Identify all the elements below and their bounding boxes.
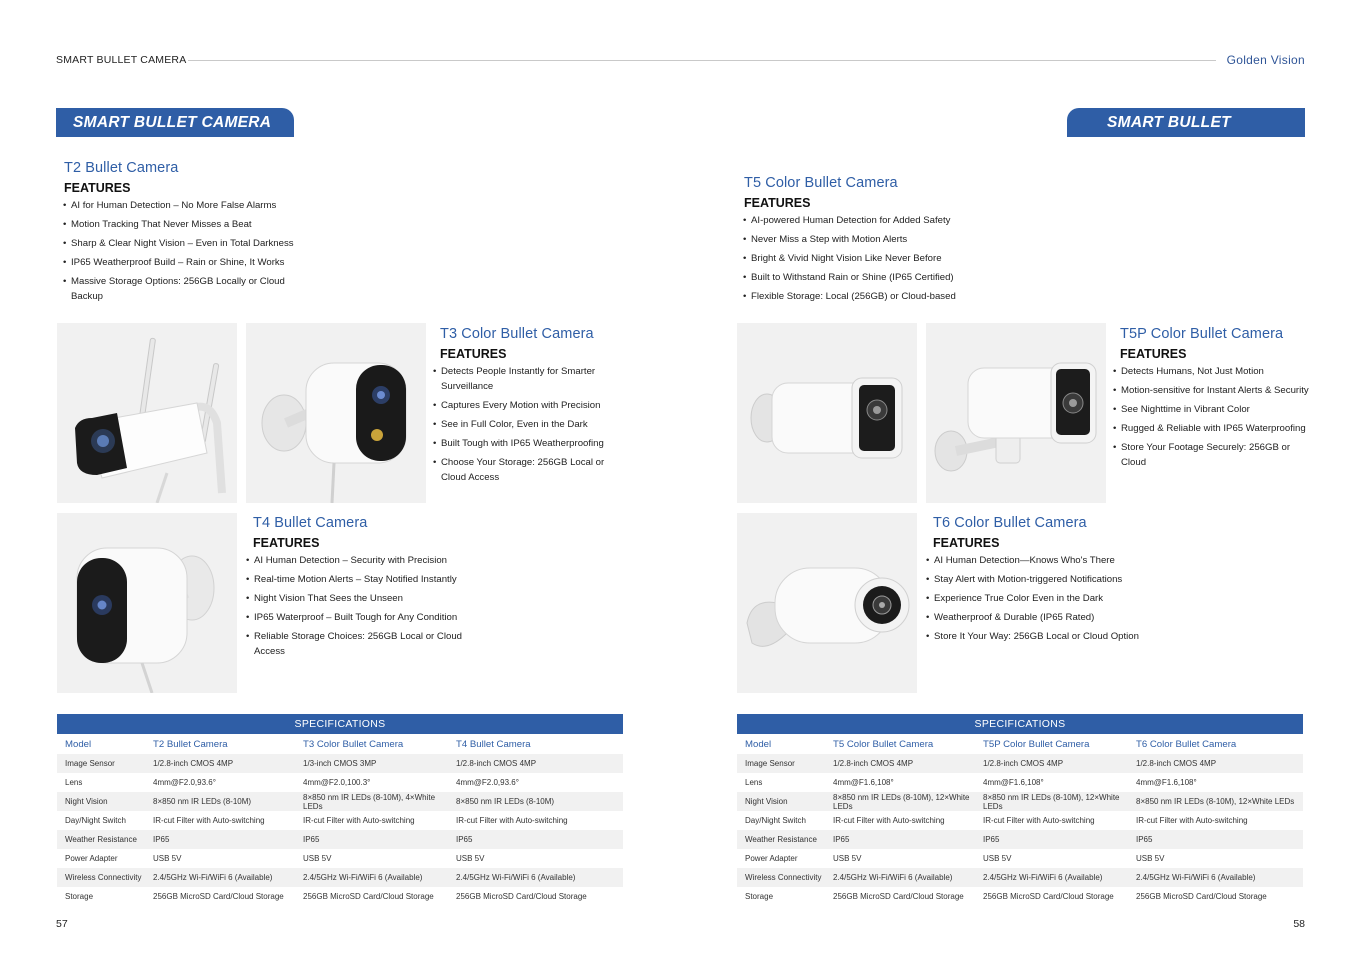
spec-value: 1/2.8-inch CMOS 4MP (825, 754, 975, 773)
spec-row (57, 754, 623, 773)
spec-label: Power Adapter (57, 849, 145, 868)
feature-item: • Built to Withstand Rain or Shine (IP65 Certified) (744, 270, 984, 285)
product-t4 (247, 515, 487, 663)
feature-item: • AI Human Detection—Knows Who's There (927, 553, 1167, 568)
product-title: T5 Color Bullet Camera (744, 175, 898, 191)
spec-value: 4mm@F2.0,100.3° (295, 773, 448, 792)
spec-value: IP65 (1128, 830, 1303, 849)
spec-label: Night Vision (737, 792, 825, 811)
header-divider (188, 60, 1216, 61)
feature-item: • Night Vision That Sees the Unseen (247, 591, 487, 606)
feature-item: • Store It Your Way: 256GB Local or Cloud Option (927, 629, 1167, 644)
spec-label: Day/Night Switch (57, 811, 145, 830)
spec-label: Weather Resistance (57, 830, 145, 849)
spec-value: 4mm@F1.6,108° (975, 773, 1128, 792)
spec-value: USB 5V (295, 849, 448, 868)
section-banner-right: SMART BULLET CAMERA (1067, 108, 1305, 137)
feature-item: • Real-time Motion Alerts – Stay Notified Instantly (247, 572, 487, 587)
t2-camera-image (57, 323, 237, 503)
feature-item: • IP65 Waterproof – Built Tough for Any Condition (247, 610, 487, 625)
product-t5 (744, 175, 984, 308)
feature-item: • Captures Every Motion with Precision (434, 398, 624, 413)
spec-label: Lens (737, 773, 825, 792)
spec-label: Weather Resistance (737, 830, 825, 849)
spec-value: IR-cut Filter with Auto-switching (145, 811, 295, 830)
spec-value: USB 5V (975, 849, 1128, 868)
feature-item: • AI-powered Human Detection for Added Safety (744, 213, 984, 228)
spec-row (737, 773, 1303, 792)
spec-row (737, 849, 1303, 868)
feature-list (744, 213, 984, 304)
feature-item: • Store Your Footage Securely: 256GB or Cloud (1114, 440, 1309, 470)
spec-column-header: T5 Color Bullet Camera (825, 734, 975, 754)
spec-value: 4mm@F1.6,108° (1128, 773, 1303, 792)
spec-value: 2.4/5GHz Wi-Fi/WiFi 6 (Available) (1128, 868, 1303, 887)
feature-item: • Detects People Instantly for Smarter Surveillance (434, 364, 624, 394)
spec-value: 2.4/5GHz Wi-Fi/WiFi 6 (Available) (975, 868, 1128, 887)
spec-value: IR-cut Filter with Auto-switching (448, 811, 623, 830)
spec-row (57, 849, 623, 868)
feature-item: • Sharp & Clear Night Vision – Even in Total Darkness (64, 236, 304, 251)
spec-value: 2.4/5GHz Wi-Fi/WiFi 6 (Available) (448, 868, 623, 887)
spec-value: IP65 (975, 830, 1128, 849)
spec-value: IR-cut Filter with Auto-switching (825, 811, 975, 830)
spec-column-header: Model (57, 734, 145, 754)
spec-value: 2.4/5GHz Wi-Fi/WiFi 6 (Available) (825, 868, 975, 887)
spec-value: 4mm@F2.0,93.6° (145, 773, 295, 792)
feature-list (247, 553, 487, 659)
spec-column-header: T2 Bullet Camera (145, 734, 295, 754)
spec-value: 1/3-inch CMOS 3MP (295, 754, 448, 773)
spec-value: 1/2.8-inch CMOS 4MP (448, 754, 623, 773)
feature-item: • Motion Tracking That Never Misses a Beat (64, 217, 304, 232)
spec-value: 8×850 nm IR LEDs (8-10M), 12×White LEDs (1128, 792, 1303, 811)
round-lens-bullet-camera-icon (737, 513, 917, 693)
spec-label: Wireless Connectivity (57, 868, 145, 887)
spec-value: USB 5V (825, 849, 975, 868)
spec-grid (737, 734, 1303, 906)
spec-label: Power Adapter (737, 849, 825, 868)
feature-item: • Detects Humans, Not Just Motion (1114, 364, 1309, 379)
spec-value: 1/2.8-inch CMOS 4MP (1128, 754, 1303, 773)
spec-value: IR-cut Filter with Auto-switching (1128, 811, 1303, 830)
spec-row (57, 811, 623, 830)
spec-value: IP65 (825, 830, 975, 849)
bullet-camera-with-antennas-icon (57, 323, 237, 503)
spec-label: Storage (57, 887, 145, 906)
spec-value: 8×850 nm IR LEDs (8-10M), 12×White LEDs (825, 792, 975, 811)
spec-value: 256GB MicroSD Card/Cloud Storage (145, 887, 295, 906)
spec-value: USB 5V (145, 849, 295, 868)
spec-value: IR-cut Filter with Auto-switching (975, 811, 1128, 830)
spec-column-header: T6 Color Bullet Camera (1128, 734, 1303, 754)
spec-column-header: T5P Color Bullet Camera (975, 734, 1128, 754)
feature-list (64, 198, 304, 304)
product-t6 (927, 515, 1167, 648)
spec-value: IP65 (145, 830, 295, 849)
spec-value: USB 5V (1128, 849, 1303, 868)
feature-item: • See Nighttime in Vibrant Color (1114, 402, 1309, 417)
spec-value: 8×850 nm IR LEDs (8-10M) (145, 792, 295, 811)
feature-item: • AI for Human Detection – No More False Alarms (64, 198, 304, 213)
feature-list (1114, 364, 1309, 470)
page-number-right: 58 (1293, 918, 1305, 930)
spec-value: 4mm@F2.0,93.6° (448, 773, 623, 792)
spec-value: IP65 (448, 830, 623, 849)
features-heading: FEATURES (744, 196, 811, 210)
spec-value: 1/2.8-inch CMOS 4MP (975, 754, 1128, 773)
product-title: T2 Bullet Camera (64, 160, 179, 176)
spec-column-header: Model (737, 734, 825, 754)
spec-label: Night Vision (57, 792, 145, 811)
wall-mount-camera-icon (57, 513, 237, 693)
t3-camera-image (246, 323, 426, 503)
spec-column-header: T3 Color Bullet Camera (295, 734, 448, 754)
feature-item: • Rugged & Reliable with IP65 Waterproofing (1114, 421, 1309, 436)
product-t3 (434, 326, 624, 489)
color-bullet-camera-icon (737, 323, 917, 503)
spec-row (57, 773, 623, 792)
feature-item: • Bright & Vivid Night Vision Like Never Before (744, 251, 984, 266)
spec-grid (57, 734, 623, 906)
spec-label: Image Sensor (57, 754, 145, 773)
spec-value: IP65 (295, 830, 448, 849)
feature-item: • Flexible Storage: Local (256GB) or Cloud-based (744, 289, 984, 304)
spec-header-row (57, 734, 623, 754)
spec-row (57, 868, 623, 887)
spec-table-right (737, 714, 1303, 906)
running-header: SMART BULLET CAMERA (56, 54, 187, 66)
spec-title: SPECIFICATIONS (57, 714, 623, 734)
feature-item: • Choose Your Storage: 256GB Local or Cloud Access (434, 455, 624, 485)
spec-value: 256GB MicroSD Card/Cloud Storage (825, 887, 975, 906)
product-title: T6 Color Bullet Camera (933, 515, 1087, 531)
product-t5p (1114, 326, 1309, 474)
t5p-camera-image (926, 323, 1106, 503)
spec-value: 256GB MicroSD Card/Cloud Storage (975, 887, 1128, 906)
spec-row (737, 887, 1303, 906)
spec-row (737, 830, 1303, 849)
t6-camera-image (737, 513, 917, 693)
feature-item: • Weatherproof & Durable (IP65 Rated) (927, 610, 1167, 625)
spec-title: SPECIFICATIONS (737, 714, 1303, 734)
page-number-left: 57 (56, 918, 68, 930)
color-bullet-camera-icon (926, 323, 1106, 503)
features-heading: FEATURES (1120, 347, 1187, 361)
spec-label: Wireless Connectivity (737, 868, 825, 887)
feature-list (927, 553, 1167, 644)
wall-mount-camera-icon (246, 323, 426, 503)
feature-item: • Stay Alert with Motion-triggered Notifications (927, 572, 1167, 587)
features-heading: FEATURES (440, 347, 507, 361)
feature-item: • Massive Storage Options: 256GB Locally or Cloud Backup (64, 274, 304, 304)
feature-item: • AI Human Detection – Security with Precision (247, 553, 487, 568)
spec-label: Lens (57, 773, 145, 792)
spec-row (737, 811, 1303, 830)
spec-row (737, 868, 1303, 887)
features-heading: FEATURES (253, 536, 320, 550)
spec-value: IR-cut Filter with Auto-switching (295, 811, 448, 830)
spec-label: Image Sensor (737, 754, 825, 773)
feature-item: • Reliable Storage Choices: 256GB Local or Cloud Access (247, 629, 487, 659)
feature-item: • IP65 Weatherproof Build – Rain or Shine, It Works (64, 255, 304, 270)
feature-item: • Built Tough with IP65 Weatherproofing (434, 436, 624, 451)
spec-table-left (57, 714, 623, 906)
t4-camera-image (57, 513, 237, 693)
spec-row (737, 792, 1303, 811)
feature-item: • Never Miss a Step with Motion Alerts (744, 232, 984, 247)
t5-camera-image (737, 323, 917, 503)
spec-label: Day/Night Switch (737, 811, 825, 830)
spec-value: 8×850 nm IR LEDs (8-10M), 4×White LEDs (295, 792, 448, 811)
feature-item: • Experience True Color Even in the Dark (927, 591, 1167, 606)
feature-item: • Motion-sensitive for Instant Alerts & Security (1114, 383, 1309, 398)
product-title: T3 Color Bullet Camera (440, 326, 594, 342)
section-banner-left: SMART BULLET CAMERA (56, 108, 294, 137)
spec-row (737, 754, 1303, 773)
features-heading: FEATURES (64, 181, 131, 195)
spec-row (57, 792, 623, 811)
spec-value: 2.4/5GHz Wi-Fi/WiFi 6 (Available) (295, 868, 448, 887)
spec-value: 1/2.8-inch CMOS 4MP (145, 754, 295, 773)
product-title: T5P Color Bullet Camera (1120, 326, 1284, 342)
spec-row (57, 887, 623, 906)
spec-value: 256GB MicroSD Card/Cloud Storage (295, 887, 448, 906)
features-heading: FEATURES (933, 536, 1000, 550)
spec-value: 8×850 nm IR LEDs (8-10M), 12×White LEDs (975, 792, 1128, 811)
feature-list (434, 364, 624, 485)
spec-value: 8×850 nm IR LEDs (8-10M) (448, 792, 623, 811)
product-t2 (64, 160, 304, 308)
feature-item: • See in Full Color, Even in the Dark (434, 417, 624, 432)
brand-logo: Golden Vision (1226, 53, 1305, 67)
spec-value: USB 5V (448, 849, 623, 868)
spec-value: 4mm@F1.6,108° (825, 773, 975, 792)
spec-row (57, 830, 623, 849)
product-title: T4 Bullet Camera (253, 515, 368, 531)
spec-column-header: T4 Bullet Camera (448, 734, 623, 754)
spec-value: 256GB MicroSD Card/Cloud Storage (448, 887, 623, 906)
spec-label: Storage (737, 887, 825, 906)
spec-value: 2.4/5GHz Wi-Fi/WiFi 6 (Available) (145, 868, 295, 887)
spec-value: 256GB MicroSD Card/Cloud Storage (1128, 887, 1303, 906)
spec-header-row (737, 734, 1303, 754)
